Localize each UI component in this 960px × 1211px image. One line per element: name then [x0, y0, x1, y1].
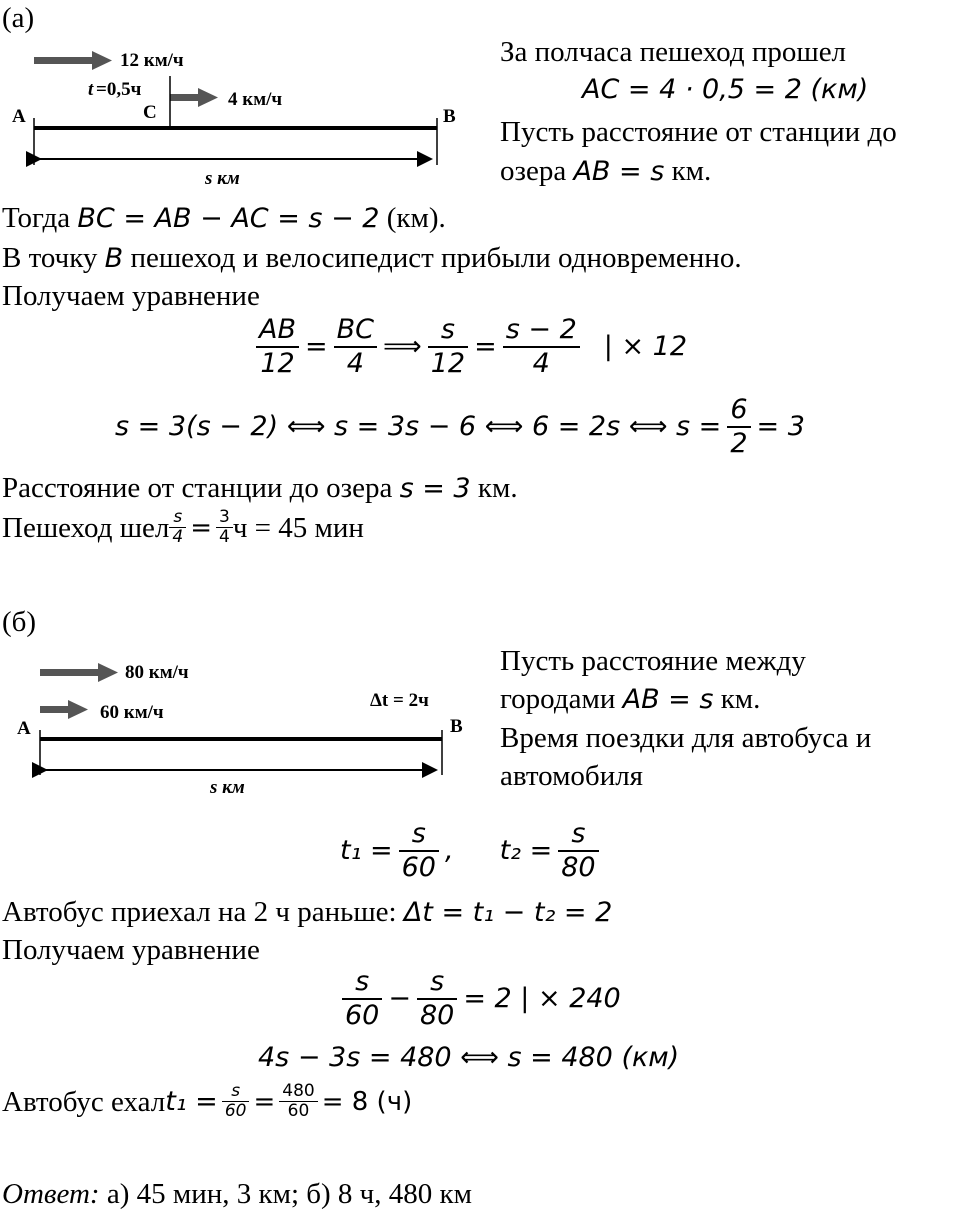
- arrow-bike-icon: [34, 57, 92, 64]
- b-times: t₁ = $\frac{s}{60}$ , t₂ = $\frac{s}{80}$: [340, 818, 599, 884]
- part-b-label: (б): [2, 606, 37, 638]
- arrow-bus-icon: [40, 706, 68, 713]
- diagram-a: [0, 40, 480, 190]
- answer-label: Ответ:: [2, 1178, 100, 1210]
- a-line-distance: Расстояние от станции до озера s = 3 км.: [2, 472, 518, 504]
- t-label-rest: =0,5ч: [96, 79, 142, 100]
- a-line-walk: Пешеход шел $\frac{s}{4}$ = $\frac{3}{4}$ ч = 45 мин: [2, 507, 364, 547]
- b-line-bus: Автобус приехал на 2 ч раньше: Δt = t₁ − t₂ = 2: [2, 896, 613, 928]
- point-a-label: A: [12, 106, 26, 127]
- b-line-eq: Получаем уравнение: [2, 934, 260, 966]
- point-a-label: A: [17, 718, 31, 739]
- answer-line: [2, 1178, 472, 1210]
- point-b-label: B: [443, 106, 456, 127]
- a-equation-1: $\frac{AB}{12}$ = $\frac{BC}{4}$ ⟹ $\frac{s}{12}$ = $\frac{s - 2}{4}$ | × 12: [256, 314, 687, 380]
- b-line-bus-time: Автобус ехал t₁ = $\frac{s}{60}$ = $\frac{480}{60}$ = 8 (ч): [2, 1081, 413, 1121]
- delta-t-label: Δt = 2ч: [370, 690, 429, 711]
- a-line-eq: Получаем уравнение: [2, 280, 260, 312]
- a-line-arrive: В точку B пешеход и велосипедист прибыли одновременно.: [2, 242, 742, 274]
- b-equation-2: 4s − 3s = 480 ⟺ s = 480 (км): [258, 1042, 680, 1073]
- b-side-line3: Время поездки для автобуса и: [500, 722, 872, 754]
- diagram-b: [0, 650, 480, 800]
- t-label-t: t: [88, 79, 94, 100]
- a-line-bc: Тогда BC = AB − AC = s − 2 (км).: [2, 202, 446, 234]
- a-side-line3: Пусть расстояние от станции до: [500, 116, 897, 148]
- part-a-label: (а): [2, 2, 35, 34]
- speed-walk-label: 4 км/ч: [228, 89, 283, 110]
- b-equation-1: $\frac{s}{60}$ − $\frac{s}{80}$ = 2 | × 240: [342, 966, 621, 1032]
- b-side-line2: городами AB = s км.: [500, 683, 761, 715]
- b-side-line4: автомобиля: [500, 760, 644, 792]
- speed-car-label: 80 км/ч: [125, 662, 189, 683]
- arrow-car-icon: [40, 669, 98, 676]
- distance-label: s км: [210, 777, 245, 798]
- a-equation-2: s = 3(s − 2) ⟺ s = 3s − 6 ⟺ 6 = 2s ⟺ s = $\frac{6}{2}$ = 3: [115, 394, 805, 459]
- arrow-walk-icon: [170, 94, 198, 101]
- a-side-line1: За полчаса пешеход прошел: [500, 36, 847, 68]
- point-b-label: B: [450, 716, 463, 737]
- b-side-line1: Пусть расстояние между: [500, 645, 806, 677]
- a-side-line2: AC = 4 · 0,5 = 2 (км): [582, 74, 869, 105]
- distance-label: s км: [205, 168, 240, 189]
- answer-text: а) 45 мин, 3 км; б) 8 ч, 480 км: [99, 1178, 472, 1210]
- speed-bike-label: 12 км/ч: [120, 50, 184, 71]
- a-side-line4: озера AB = s км.: [500, 155, 712, 187]
- speed-bus-label: 60 км/ч: [100, 702, 164, 723]
- point-c-label: C: [143, 102, 157, 123]
